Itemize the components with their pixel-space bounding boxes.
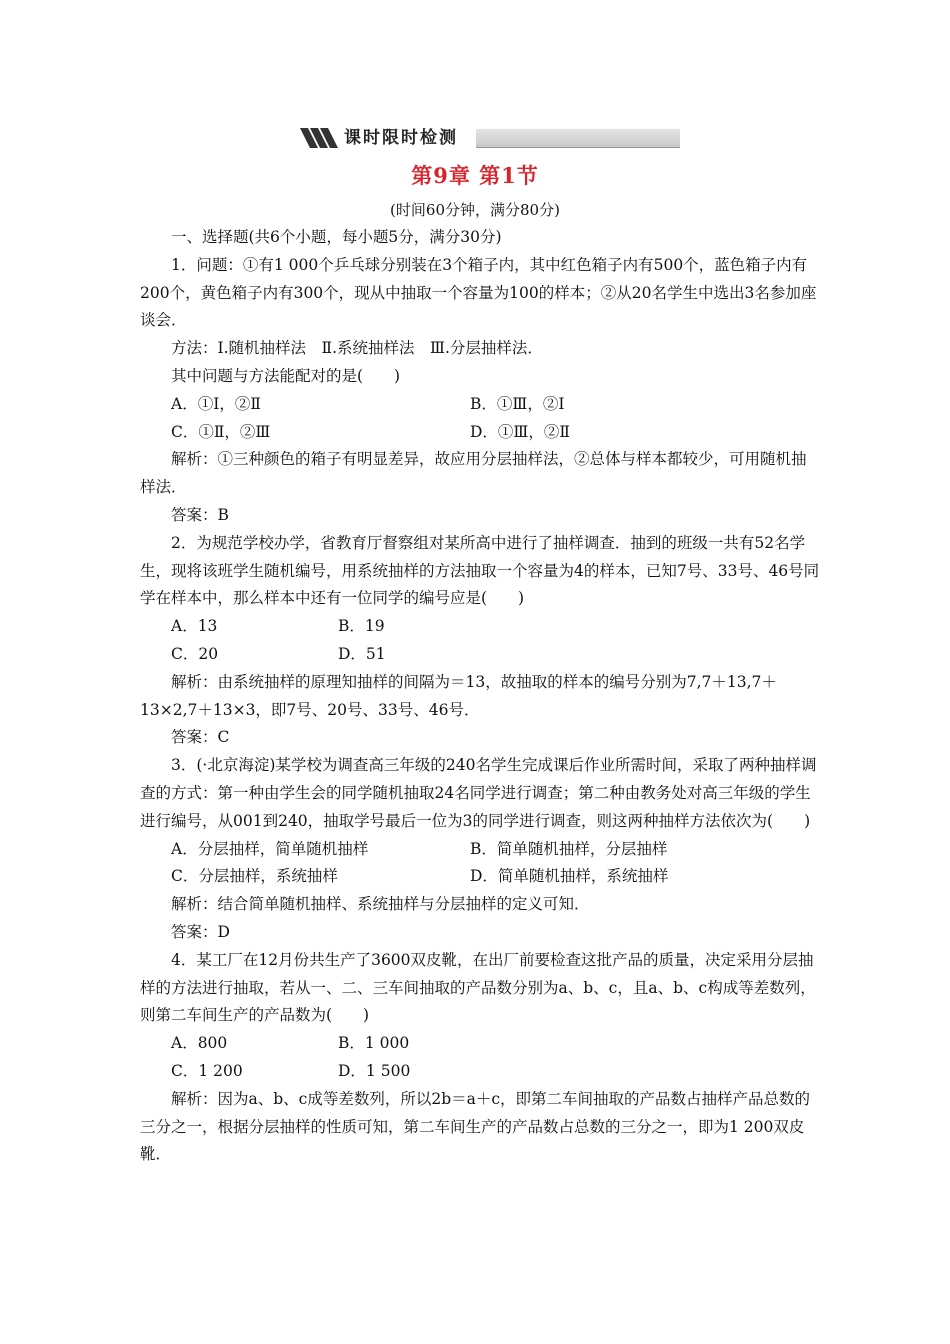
q2-option-b: B．19 <box>338 617 385 636</box>
banner-stripes-icon <box>300 126 342 150</box>
q3-stem: 3．(·北京海淀)某学校为调查高三年级的240名学生完成课后作业所需时间，采取了两种抽样调查的方式：第一种由学生会的同学随机抽取24名同学进行调查；第二种由教务处对高三年级的学生进行编号，从001到240，抽取学号最后一位为3的同学进行调查，则这两种抽样方法依次为( ) <box>140 756 817 830</box>
q2-option-d: D．51 <box>338 644 386 663</box>
q1-option-d: D．①Ⅲ，②Ⅱ <box>470 422 570 441</box>
chapter-heading: 第9章 第1节 <box>411 163 539 188</box>
q2-options-row <box>140 613 820 641</box>
q4-option-a: A．800 <box>171 1034 228 1053</box>
question-content <box>140 224 820 1169</box>
q2-analysis: 解析：由系统抽样的原理知抽样的间隔为＝13，故抽取的样本的编号分别为7,7＋13,7＋13×2,7＋13×3，即7号、20号、33号、46号． <box>140 672 777 719</box>
q3-option-c: C．分层抽样，系统抽样 <box>171 867 338 886</box>
q3-options-row <box>140 863 820 891</box>
q4-option-d: D．1 500 <box>338 1061 411 1080</box>
q4-options-row <box>140 1030 820 1058</box>
q4-option-b: B．1 000 <box>338 1034 410 1053</box>
q3-option-d: D．简单随机抽样，系统抽样 <box>470 867 669 886</box>
q4-option-c: C．1 200 <box>171 1061 243 1080</box>
q1-option-b: B．①Ⅲ，②Ⅰ <box>470 394 565 413</box>
banner-title: 课时限时检测 <box>344 128 458 148</box>
q4-stem: 4．某工厂在12月份共生产了3600双皮靴，在出厂前要检查这批产品的质量，决定采用分层抽样的方法进行抽取，若从一、二、三车间抽取的产品数分别为a、b、c，且a、b、c构成等差数列，则第二车间生产的产品数为( ) <box>140 950 816 1025</box>
q2-option-c: C．20 <box>171 644 219 663</box>
q1-analysis: 解析：①三种颜色的箱子有明显差异，故应用分层抽样法，②总体与样本都较少，可用随机抽样法． <box>140 450 807 497</box>
time-note: (时间60分钟，满分80分) <box>390 201 560 219</box>
q3-answer: 答案：D <box>171 922 230 941</box>
q3-option-a: A．分层抽样，简单随机抽样 <box>171 839 369 858</box>
q2-stem: 2．为规范学校办学，省教育厅督察组对某所高中进行了抽样调查．抽到的班级一共有52名学生，现将该班学生随机编号，用系统抽样的方法抽取一个容量为4的样本，已知7号、33号、46号同学在样本中，那么样本中还有一位同学的编号应是( ) <box>140 533 820 608</box>
q3-analysis: 解析：结合简单随机抽样、系统抽样与分层抽样的定义可知． <box>171 895 590 914</box>
q1-prompt: 其中问题与方法能配对的是( ) <box>171 366 401 385</box>
q4-options-row <box>140 1058 820 1086</box>
q1-option-a: A．①Ⅰ，②Ⅱ <box>171 394 261 413</box>
q1-stem: 1．问题：①有1 000个乒乓球分别装在3个箱子内，其中红色箱子内有500个，蓝色箱子内有200个，黄色箱子内有300个，现从中抽取一个容量为100的样本；②从20名学生中选出3名参加座谈会． <box>140 255 817 330</box>
q2-option-a: A．13 <box>171 617 218 636</box>
q1-answer: 答案：B <box>171 505 229 524</box>
q3-option-b: B．简单随机抽样，分层抽样 <box>470 839 668 858</box>
q1-methods: 方法：Ⅰ.随机抽样法 Ⅱ.系统抽样法 Ⅲ.分层抽样法． <box>171 339 543 358</box>
q1-options-row <box>140 391 820 419</box>
section-banner <box>300 126 680 150</box>
q2-options-row <box>140 641 820 669</box>
q2-answer: 答案：C <box>171 728 230 747</box>
q4-analysis: 解析：因为a、b、c成等差数列，所以2b＝a＋c，即第二车间抽取的产品数占抽样产品总数的三分之一，根据分层抽样的性质可知，第二车间生产的产品数占总数的三分之一，即为1 200双皮靴． <box>140 1089 811 1164</box>
section-heading: 一、选择题(共6个小题，每小题5分，满分30分) <box>171 228 502 246</box>
q1-option-c: C．①Ⅱ，②Ⅲ <box>171 422 271 441</box>
q3-options-row <box>140 836 820 864</box>
q1-options-row <box>140 419 820 447</box>
banner-bar <box>476 129 680 148</box>
